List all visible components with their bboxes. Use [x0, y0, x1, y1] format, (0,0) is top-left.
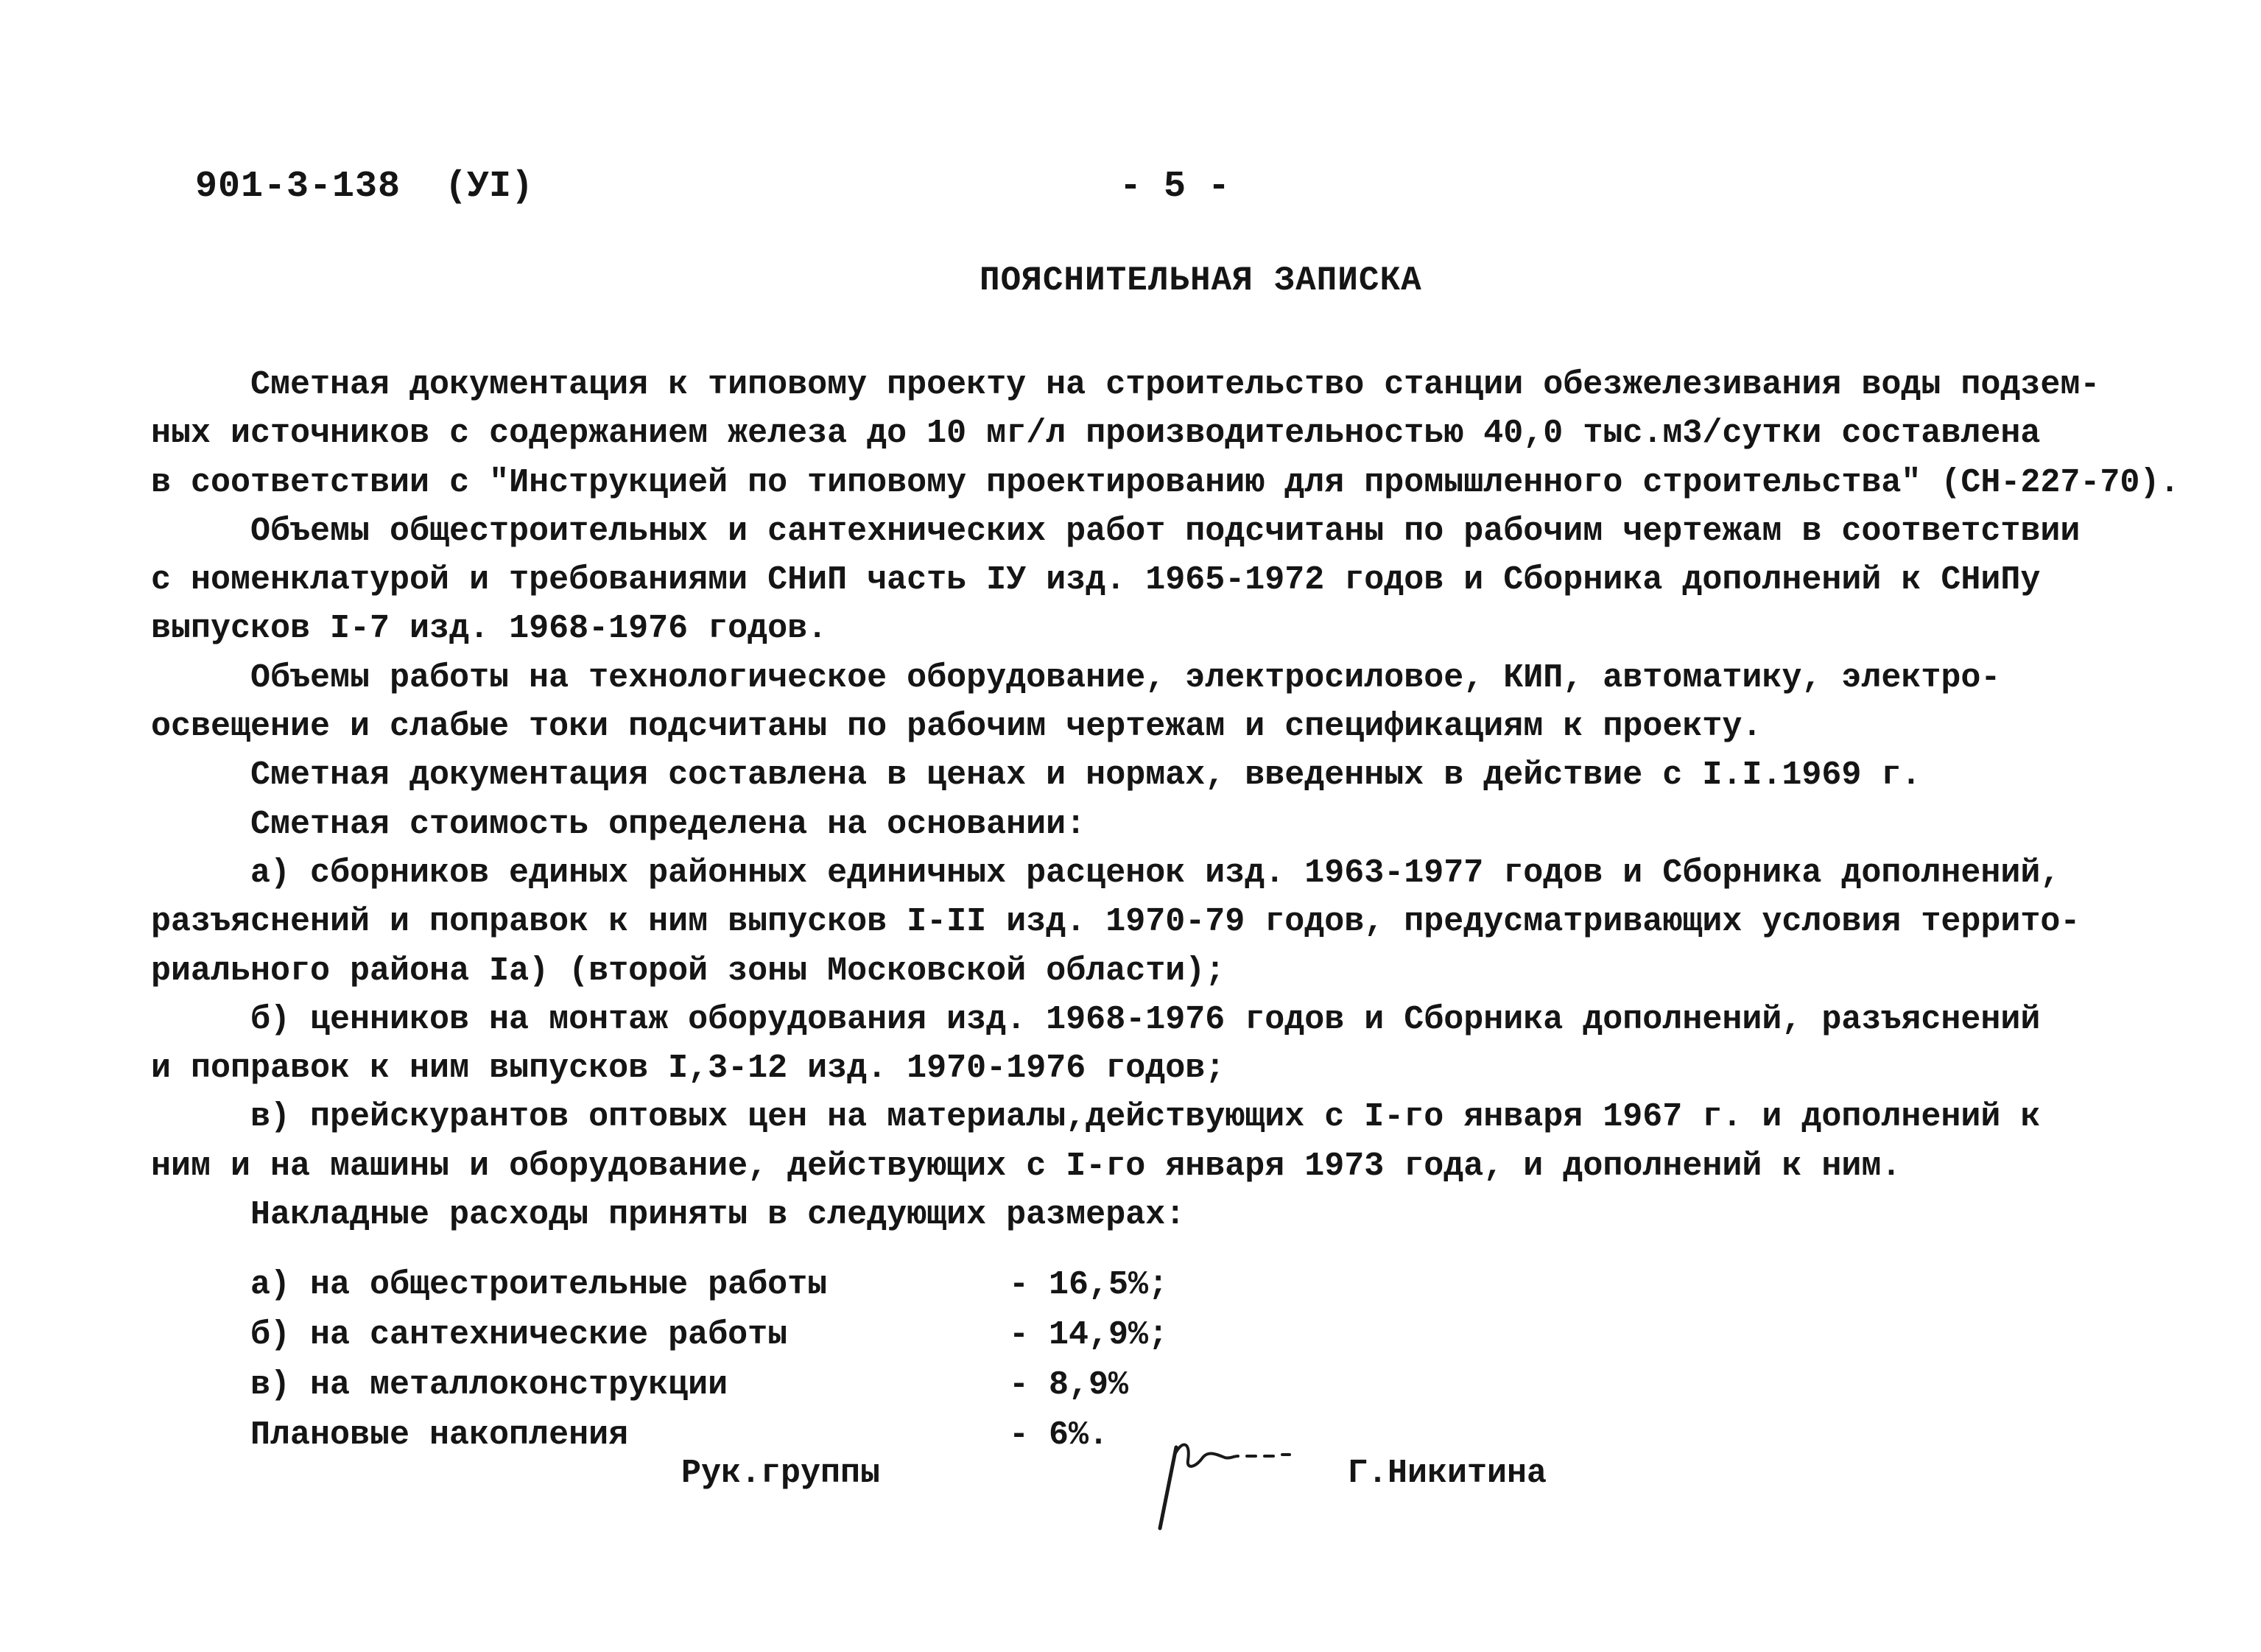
document-header: [195, 166, 533, 208]
project-variant: (УI): [445, 166, 534, 208]
body-line: освещение и слабые токи подсчитаны по рабочим чертежам и спецификациям к проекту.: [151, 708, 1762, 746]
page-number: - 5 -: [1119, 166, 1231, 208]
body-line: ним и на машины и оборудование, действующих с I-го января 1973 года, и дополнений к ним.: [151, 1147, 1902, 1185]
body-line: и поправок к ним выпусков I,3-12 изд. 1970-1976 годов;: [151, 1050, 1226, 1088]
overhead-rate-row: [250, 1410, 1168, 1461]
signature-block: [681, 1455, 1639, 1521]
body-line: с номенклатурой и требованиями СНиП часть IУ изд. 1965-1972 годов и Сборника дополнений к СНиПу: [151, 561, 2041, 600]
overhead-rate-value: - 8,9%: [1009, 1366, 1129, 1404]
body-line: а) сборников единых районных единичных расценок изд. 1963-1977 годов и Сборника дополнений,: [250, 854, 2061, 892]
overhead-rate-label: а) на общестроительные работы: [250, 1266, 828, 1304]
body-line: ных источников с содержанием железа до 10 мг/л производительностью 40,0 тыс.м3/сутки составлена: [151, 415, 2041, 453]
project-code: 901-3-138: [195, 166, 401, 208]
overhead-rate-label: в) на металлоконструкции: [250, 1366, 728, 1404]
body-line: Накладные расходы приняты в следующих размерах:: [250, 1196, 1186, 1234]
overhead-rates-list: [250, 1260, 1168, 1461]
body-line: риального района Iа) (второй зоны Московской области);: [151, 952, 1226, 990]
body-line: в) прейскурантов оптовых цен на материалы,действующих с I-го января 1967 г. и дополнений к: [250, 1098, 2041, 1136]
signer-role: Рук.группы: [681, 1455, 881, 1492]
handwritten-signature: [1138, 1425, 1300, 1536]
overhead-rate-value: - 16,5%;: [1009, 1266, 1169, 1304]
body-line: б) ценников на монтаж оборудования изд. 1968-1976 годов и Сборника дополнений, разъяснений: [250, 1000, 2041, 1038]
body-line: разъяснений и поправок к ним выпусков I-II изд. 1970-79 годов, предусматривающих условия террито-: [151, 903, 2081, 941]
overhead-rate-label: Плановые накопления: [250, 1416, 629, 1454]
body-line: Сметная документация составлена в ценах и нормах, введенных в действие с I.I.1969 г.: [250, 756, 1921, 795]
body-text: [151, 361, 2191, 1240]
overhead-rate-value: - 14,9%;: [1009, 1316, 1169, 1354]
body-line: выпусков I-7 изд. 1968-1976 годов.: [151, 610, 828, 648]
overhead-rate-row: [250, 1310, 1168, 1360]
body-line: Сметная стоимость определена на основании:: [250, 805, 1086, 843]
body-line: Объемы общестроительных и сантехнических работ подсчитаны по рабочим чертежам в соответствии: [250, 512, 2081, 550]
overhead-rate-row: [250, 1360, 1168, 1410]
overhead-rate-row: [250, 1260, 1168, 1310]
body-line: в соответствии с "Инструкцией по типовому проектированию для промышленного строительства" (СН-227-70).: [151, 463, 2180, 502]
signer-name: Г.Никитина: [1348, 1455, 1547, 1492]
body-line: Сметная документация к типовому проекту на строительство станции обезжелезивания воды подзем-: [250, 366, 2100, 404]
overhead-rate-value: - 6%.: [1009, 1416, 1109, 1454]
document-title: ПОЯСНИТЕЛЬНАЯ ЗАПИСКА: [980, 261, 1422, 300]
overhead-rate-label: б) на сантехнические работы: [250, 1316, 788, 1354]
body-line: Объемы работы на технологическое оборудование, электросиловое, КИП, автоматику, электро-: [250, 658, 2001, 697]
